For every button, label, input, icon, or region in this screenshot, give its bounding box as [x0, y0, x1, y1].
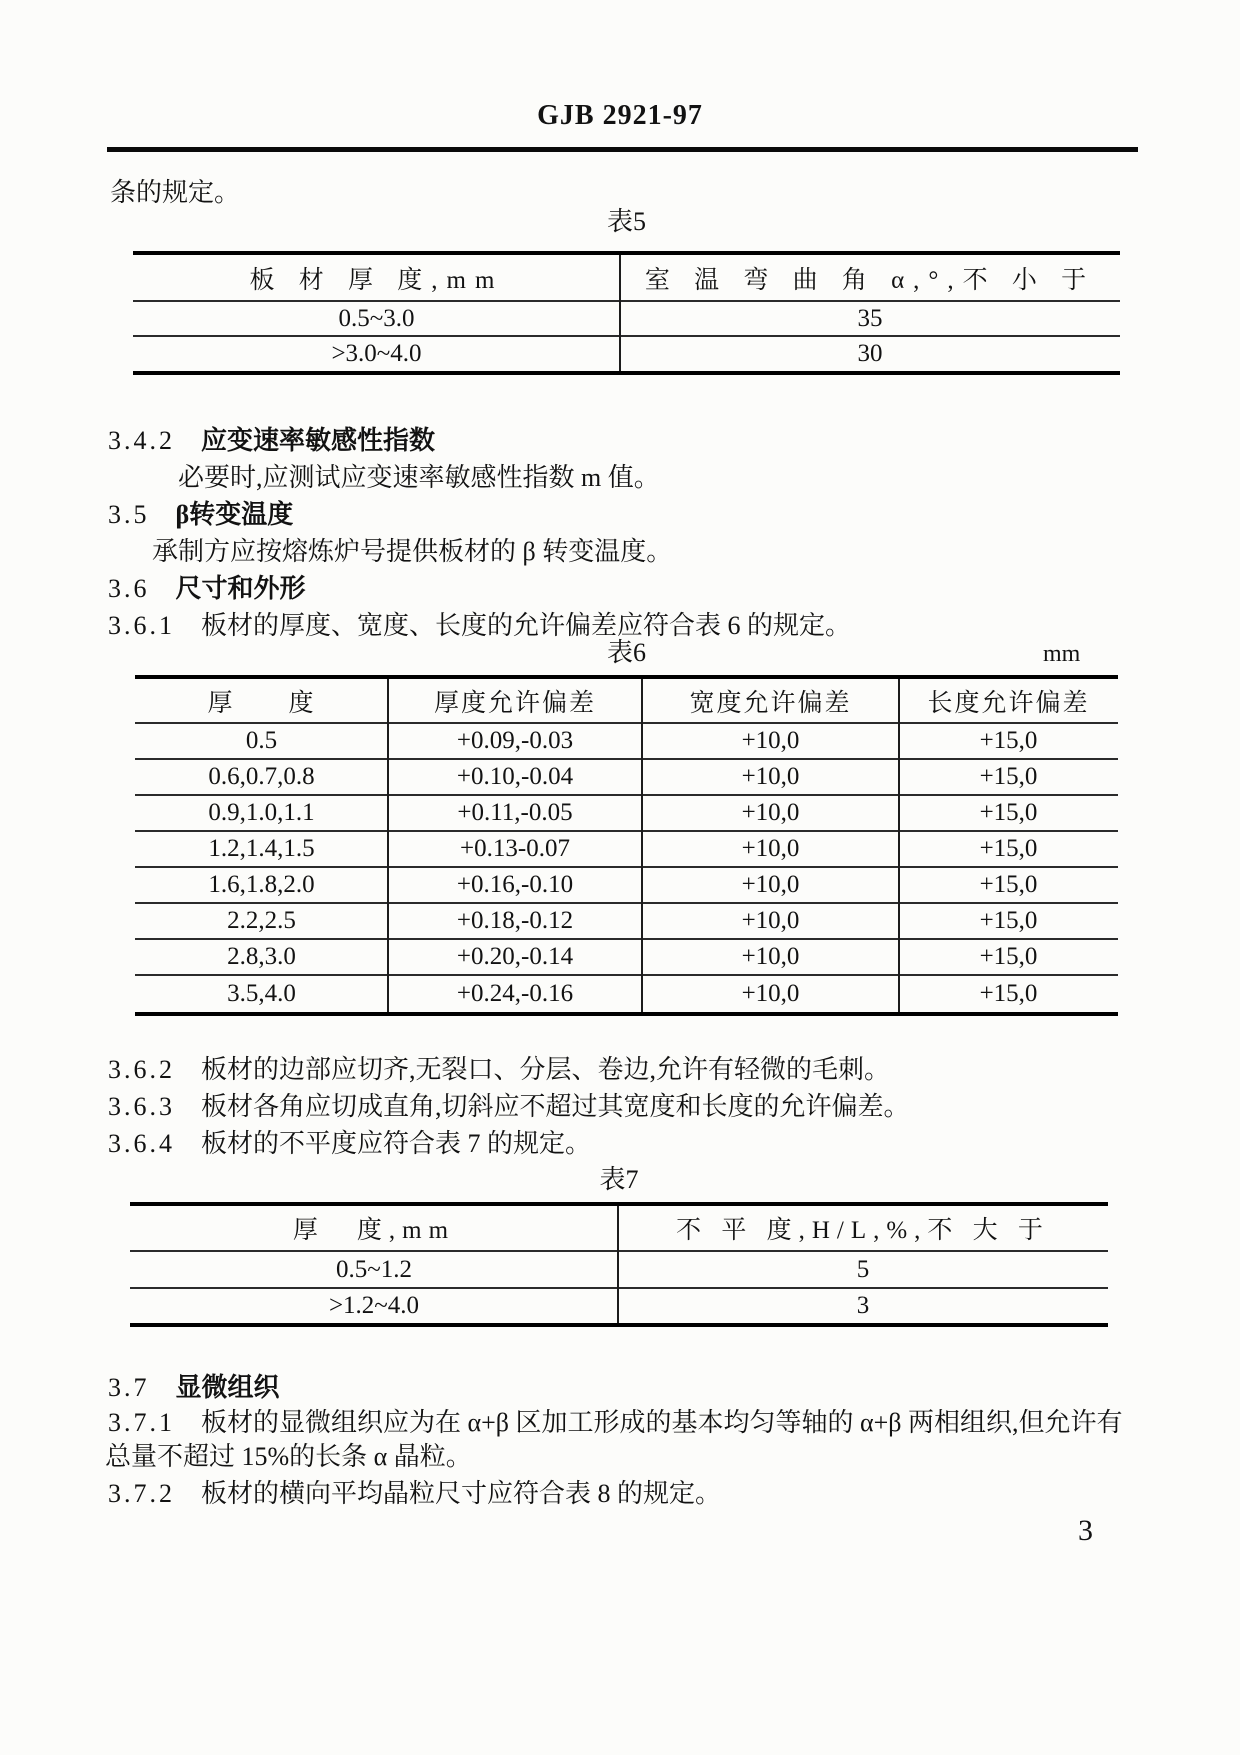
table6-cell: +0.20,-0.14 [456, 943, 574, 970]
section-number: 3.6.4 [108, 1129, 175, 1158]
section-number: 3.6.2 [108, 1055, 175, 1084]
paragraph-beta: 承制方应按熔炼炉号提供板材的 β 转变温度。 [152, 537, 673, 566]
header-rule [107, 147, 1138, 152]
table5-cell: 35 [857, 304, 883, 332]
table6-cell: +15,0 [979, 980, 1038, 1007]
table6-cell: 0.9,1.0,1.1 [208, 799, 315, 826]
table6 [135, 675, 1118, 1016]
paragraph-3-7-1-line2: 总量不超过 15%的长条 α 晶粒。 [105, 1442, 472, 1471]
table7-title: 表7 [599, 1165, 639, 1194]
table7-header-thickness: 厚 度,mm [292, 1217, 456, 1244]
section-number: 3.6.1 [108, 611, 175, 640]
section-number: 3.4.2 [108, 426, 175, 455]
section-number: 3.6 [108, 574, 150, 603]
section-title: 应变速率敏感性指数 [201, 426, 436, 455]
table5-title: 表5 [606, 207, 646, 236]
table6-cell: 1.2,1.4,1.5 [208, 835, 315, 862]
paragraph-text: 板材的厚度、宽度、长度的允许偏差应符合表 6 的规定。 [201, 611, 852, 640]
paragraph-text: 板材各角应切成直角,切斜应不超过其宽度和长度的允许偏差。 [201, 1092, 910, 1121]
table6-cell: +15,0 [979, 763, 1038, 790]
section-number: 3.7.2 [108, 1479, 175, 1508]
table7-header-flatness: 不 平 度,H/L,%,不 大 于 [676, 1217, 1050, 1244]
section-3-4-2 [108, 426, 435, 456]
table7 [130, 1202, 1108, 1327]
table6-cell: +15,0 [979, 799, 1038, 826]
table6-cell: 0.6,0.7,0.8 [208, 763, 315, 790]
table6-cell: 3.5,4.0 [227, 980, 296, 1007]
table5-header-bend-angle: 室 温 弯 曲 角 α,°,不 小 于 [644, 266, 1096, 294]
doc-code: GJB 2921-97 [537, 100, 703, 131]
table6-column-divider [898, 679, 900, 1012]
paragraph-3-6-1 [108, 611, 851, 641]
table5 [133, 251, 1120, 375]
paragraph-text: 板材的横向平均晶粒尺寸应符合表 8 的规定。 [201, 1479, 722, 1508]
table6-cell: +0.18,-0.12 [456, 907, 574, 934]
table5-cell: >3.0~4.0 [331, 340, 422, 367]
section-number: 3.5 [108, 500, 150, 529]
table6-cell: +10,0 [741, 727, 800, 754]
table5-header-thickness: 板 材 厚 度,mm [249, 266, 504, 294]
table7-column-divider [617, 1206, 619, 1323]
section-3-6 [108, 574, 306, 604]
section-title: β转变温度 [175, 500, 294, 529]
paragraph-3-6-2 [108, 1055, 890, 1085]
table6-column-divider [641, 679, 643, 1012]
section-title: 尺寸和外形 [175, 574, 306, 603]
table6-cell: +15,0 [979, 907, 1038, 934]
table6-header-thickness: 厚 度 [207, 689, 316, 717]
table6-cell: +10,0 [741, 980, 800, 1007]
table7-cell: >1.2~4.0 [328, 1292, 420, 1319]
paragraph-3-7-1-line1 [108, 1408, 1123, 1438]
paragraph-text: 板材的边部应切齐,无裂口、分层、卷边,允许有轻微的毛刺。 [201, 1055, 891, 1084]
table6-header-thickness-dev: 厚度允许偏差 [433, 689, 596, 717]
table6-cell: +0.13-0.07 [460, 835, 570, 862]
table6-cell: +10,0 [741, 907, 800, 934]
table6-cell: +15,0 [979, 835, 1038, 862]
table6-cell: +0.11,-0.05 [457, 799, 573, 826]
section-3-7 [108, 1373, 280, 1403]
table6-cell: 0.5 [245, 727, 278, 754]
table6-cell: +10,0 [741, 835, 800, 862]
table6-cell: +10,0 [741, 763, 800, 790]
table6-cell: 2.8,3.0 [227, 943, 296, 970]
table6-cell: +0.09,-0.03 [456, 727, 574, 754]
table6-cell: +10,0 [741, 871, 800, 898]
table6-header-length-dev: 长度允许偏差 [927, 689, 1090, 717]
section-number: 3.7.1 [108, 1408, 175, 1437]
table5-cell: 0.5~3.0 [338, 304, 415, 332]
section-3-5 [108, 500, 293, 530]
paragraph-3-6-4 [108, 1129, 591, 1159]
table7-cell: 0.5~1.2 [335, 1255, 413, 1283]
table5-cell: 30 [857, 340, 883, 367]
table6-cell: +15,0 [979, 943, 1038, 970]
table6-cell: +10,0 [741, 799, 800, 826]
paragraph-text: 板材的不平度应符合表 7 的规定。 [201, 1129, 592, 1158]
table5-column-divider [619, 255, 621, 371]
table6-header-width-dev: 宽度允许偏差 [689, 689, 852, 717]
table6-cell: +0.16,-0.10 [456, 871, 574, 898]
table7-cell: 3 [856, 1292, 870, 1319]
table6-cell: +0.10,-0.04 [456, 763, 574, 790]
table6-cell: 1.6,1.8,2.0 [208, 871, 315, 898]
table6-cell: +10,0 [741, 943, 800, 970]
paragraph-text: 板材的显微组织应为在 α+β 区加工形成的基本均匀等轴的 α+β 两相组织,但允许有 [201, 1408, 1123, 1437]
table6-cell: +15,0 [979, 871, 1038, 898]
table6-title: 表6 [606, 638, 646, 667]
table6-column-divider [387, 679, 389, 1012]
table6-cell: 2.2,2.5 [227, 907, 296, 934]
table6-cell: +0.24,-0.16 [456, 980, 574, 1007]
intro-text: 条的规定。 [110, 178, 241, 207]
section-number: 3.7 [108, 1373, 150, 1402]
paragraph-3-7-2 [108, 1479, 721, 1509]
paragraph-m-value: 必要时,应测试应变速率敏感性指数 m 值。 [178, 463, 660, 492]
section-title: 显微组织 [175, 1373, 280, 1402]
section-number: 3.6.3 [108, 1092, 175, 1121]
page-number: 3 [1078, 1514, 1093, 1547]
table6-cell: +15,0 [979, 727, 1038, 754]
paragraph-3-6-3 [108, 1092, 910, 1122]
table6-unit: mm [1043, 641, 1081, 667]
table7-cell: 5 [856, 1255, 870, 1283]
